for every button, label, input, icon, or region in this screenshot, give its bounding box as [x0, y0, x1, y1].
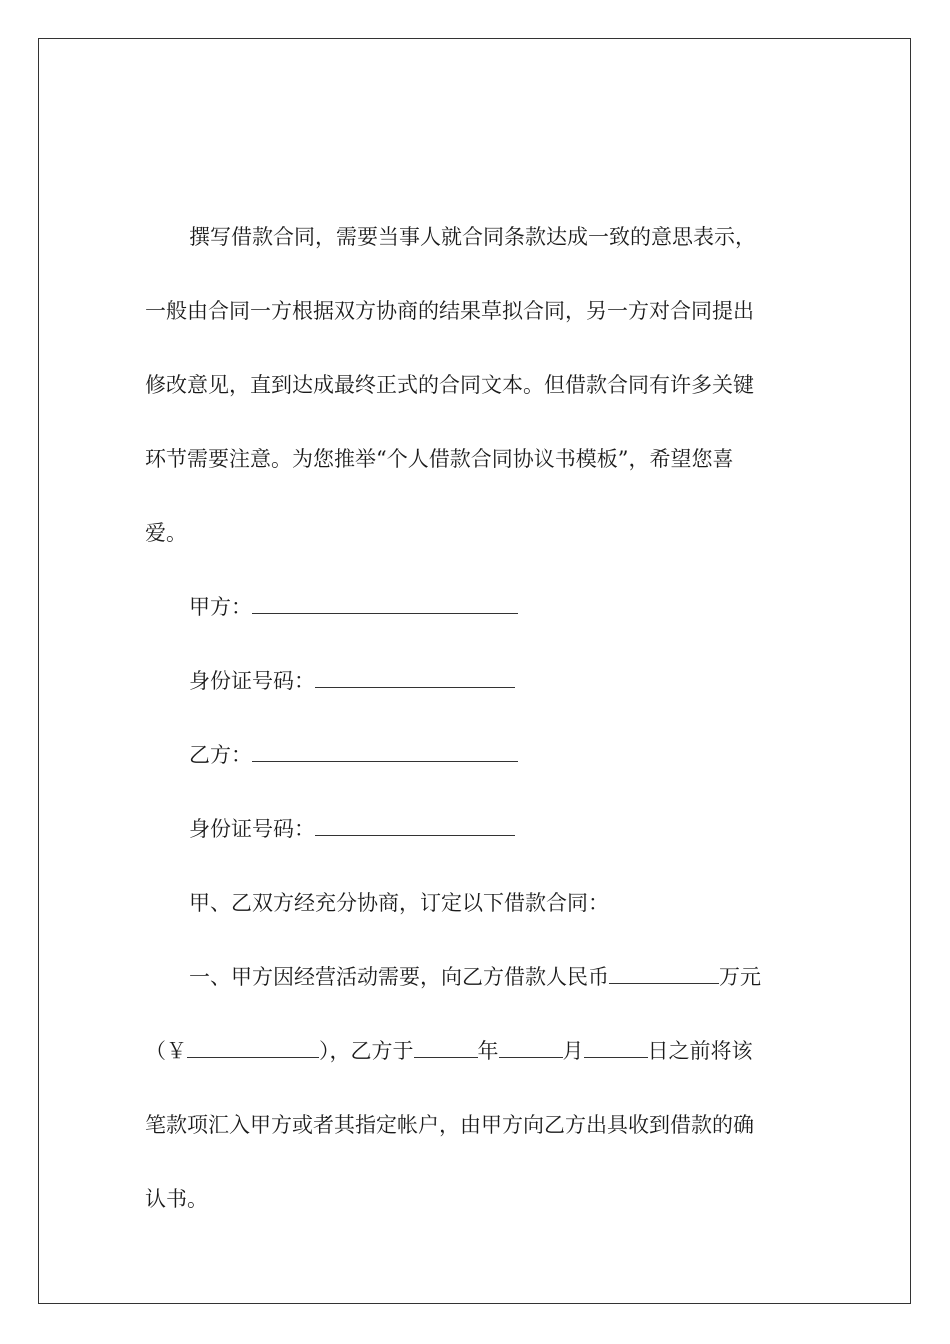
intro-line — [145, 422, 795, 496]
party-b-label: 乙方： — [189, 743, 252, 767]
amount-yuan-blank[interactable] — [187, 1039, 319, 1058]
clause-1-text-4: 认书。 — [145, 1187, 208, 1211]
party-b-blank[interactable] — [252, 743, 518, 762]
clause-1-unit: 万元 — [719, 965, 761, 989]
party-a-id-field — [145, 644, 795, 718]
intro-line-1: 撰写借款合同，需要当事人就合同条款达成一致的意思表示， — [189, 225, 756, 249]
intro-line — [145, 348, 795, 422]
clause-1-line-2 — [145, 1014, 795, 1088]
party-b-field — [145, 718, 795, 792]
document-body — [145, 200, 795, 1236]
clause-1-line-1 — [145, 940, 795, 1014]
intro-line-5: 爱。 — [145, 521, 187, 545]
clause-1-line-4 — [145, 1162, 795, 1236]
month-label: 月 — [562, 1039, 584, 1063]
intro-line — [145, 200, 795, 274]
intro-line-2: 一般由合同一方根据双方协商的结果草拟合同，另一方对合同提出 — [145, 299, 754, 323]
intro-line — [145, 496, 795, 570]
year-label: 年 — [477, 1039, 499, 1063]
clause-1-text-3: 笔款项汇入甲方或者其指定帐户，由甲方向乙方出具收到借款的确 — [145, 1113, 754, 1137]
party-a-id-label: 身份证号码： — [189, 669, 315, 693]
amount-wan-blank[interactable] — [609, 965, 719, 984]
day-label: 日之前将该 — [647, 1039, 753, 1063]
month-blank[interactable] — [499, 1039, 563, 1058]
party-b-id-label: 身份证号码： — [189, 817, 315, 841]
clause-1-text: 一、甲方因经营活动需要，向乙方借款人民币 — [189, 965, 609, 989]
intro-line-3: 修改意见，直到达成最终正式的合同文本。但借款合同有许多关键 — [145, 373, 754, 397]
clause-1-line-3 — [145, 1088, 795, 1162]
yuan-paren-close: ），乙方于 — [319, 1039, 414, 1063]
party-a-blank[interactable] — [252, 595, 518, 614]
party-b-id-blank[interactable] — [315, 817, 515, 836]
party-a-id-blank[interactable] — [315, 669, 515, 688]
party-a-label: 甲方： — [189, 595, 252, 619]
intro-line — [145, 274, 795, 348]
agreement-intro-text: 甲、乙双方经充分协商，订定以下借款合同： — [189, 891, 609, 915]
year-blank[interactable] — [414, 1039, 478, 1058]
intro-line-4: 环节需要注意。为您推举“个人借款合同协议书模板”，希望您喜 — [145, 447, 734, 471]
day-blank[interactable] — [584, 1039, 648, 1058]
party-a-field — [145, 570, 795, 644]
agreement-intro — [145, 866, 795, 940]
yuan-paren-open: （￥ — [145, 1039, 187, 1063]
party-b-id-field — [145, 792, 795, 866]
